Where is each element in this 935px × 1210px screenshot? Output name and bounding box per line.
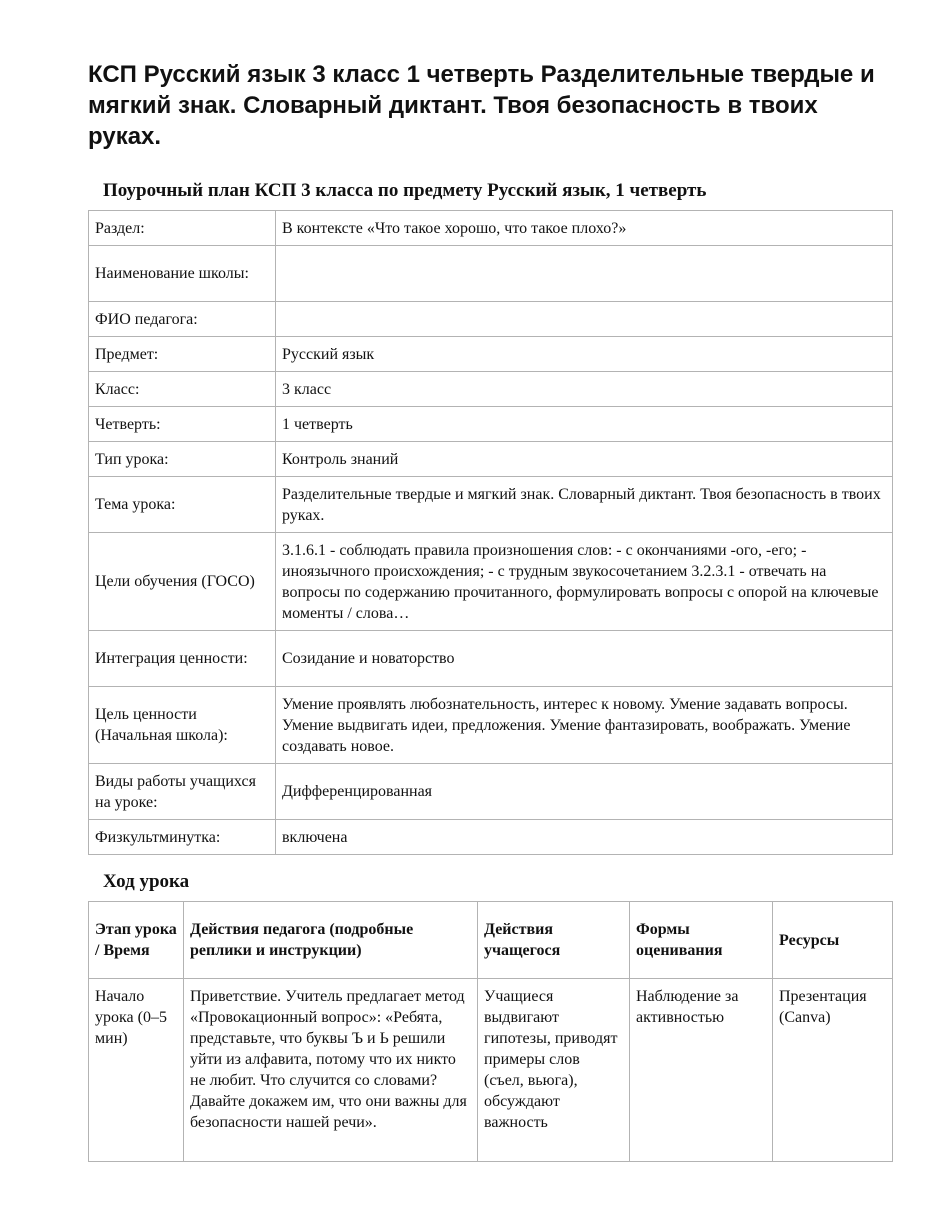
cell-resources: Презентация (Canva) [773, 979, 893, 1162]
table-row [89, 211, 893, 246]
table-row [89, 246, 893, 302]
row-value: Умение проявлять любознательность, интерес к новому. Умение задавать вопросы. Умение выдвигать идеи, предложения. Умение фантазировать, воображать. Умение создавать новое. [276, 687, 893, 764]
table-row [89, 687, 893, 764]
row-value: Разделительные твердые и мягкий знак. Словарный диктант. Твоя безопасность в твоих руках. [276, 477, 893, 533]
table-row [89, 631, 893, 687]
row-label: Виды работы учащихся на уроке: [89, 764, 276, 820]
row-label: Раздел: [89, 211, 276, 246]
row-label: Наименование школы: [89, 246, 276, 302]
plan-table [88, 210, 893, 855]
document-title: КСП Русский язык 3 класс 1 четверть Разделительные твердые и мягкий знак. Словарный диктант. Твоя безопасность в твоих руках. [88, 61, 875, 150]
table-row [89, 477, 893, 533]
table-row [89, 302, 893, 337]
cell-assessment: Наблюдение за активностью [630, 979, 773, 1162]
column-header-resources: Ресурсы [773, 902, 893, 979]
column-header-stage: Этап урока / Время [89, 902, 184, 979]
row-label: Физкультминутка: [89, 820, 276, 855]
row-value: Русский язык [276, 337, 893, 372]
column-header-teacher-actions: Действия педагога (подробные реплики и инструкции) [184, 902, 478, 979]
table-row [89, 442, 893, 477]
table-row [89, 979, 893, 1162]
row-label: Цели обучения (ГОСО) [89, 533, 276, 631]
cell-teacher-actions: Приветствие. Учитель предлагает метод «Провокационный вопрос»: «Ребята, представьте, что буквы Ъ и Ь решили уйти из алфавита, потому что их никто не любит. Что случится со словами? Давайте докажем им, что они важны для безопасности нашей речи». [184, 979, 478, 1162]
column-header-student-actions: Действия учащегося [478, 902, 630, 979]
table-row [89, 533, 893, 631]
row-value: В контексте «Что такое хорошо, что такое плохо?» [276, 211, 893, 246]
row-value: Контроль знаний [276, 442, 893, 477]
plan-heading: Поурочный план КСП 3 класса по предмету Русский язык, 1 четверть [103, 180, 707, 201]
cell-stage: Начало урока (0–5 мин) [89, 979, 184, 1162]
row-value [276, 246, 893, 302]
cell-student-actions: Учащиеся выдвигают гипотезы, приводят примеры слов (съел, вьюга), обсуждают важность [478, 979, 630, 1162]
row-value: 1 четверть [276, 407, 893, 442]
row-value: Дифференцированная [276, 764, 893, 820]
table-row [89, 372, 893, 407]
row-value: 3 класс [276, 372, 893, 407]
row-label: Цель ценности (Начальная школа): [89, 687, 276, 764]
row-label: Четверть: [89, 407, 276, 442]
row-value [276, 302, 893, 337]
row-label: Интеграция ценности: [89, 631, 276, 687]
table-row [89, 764, 893, 820]
lesson-progress-heading: Ход урока [103, 871, 190, 892]
table-header-row [89, 902, 893, 979]
table-row [89, 820, 893, 855]
row-label: ФИО педагога: [89, 302, 276, 337]
row-label: Класс: [89, 372, 276, 407]
table-row [89, 407, 893, 442]
row-value: включена [276, 820, 893, 855]
column-header-assessment: Формы оценивания [630, 902, 773, 979]
lesson-table [88, 901, 893, 1162]
row-label: Тема урока: [89, 477, 276, 533]
row-label: Тип урока: [89, 442, 276, 477]
row-value: 3.1.6.1 - соблюдать правила произношения слов: - с окончаниями -ого, -его; - иноязычного происхождения; - с трудным звукосочетанием 3.2.3.1 - отвечать на вопросы по содержанию прочитанного, формулировать вопросы с опорой на ключевые моменты / слова… [276, 533, 893, 631]
row-value: Созидание и новаторство [276, 631, 893, 687]
table-row [89, 337, 893, 372]
row-label: Предмет: [89, 337, 276, 372]
